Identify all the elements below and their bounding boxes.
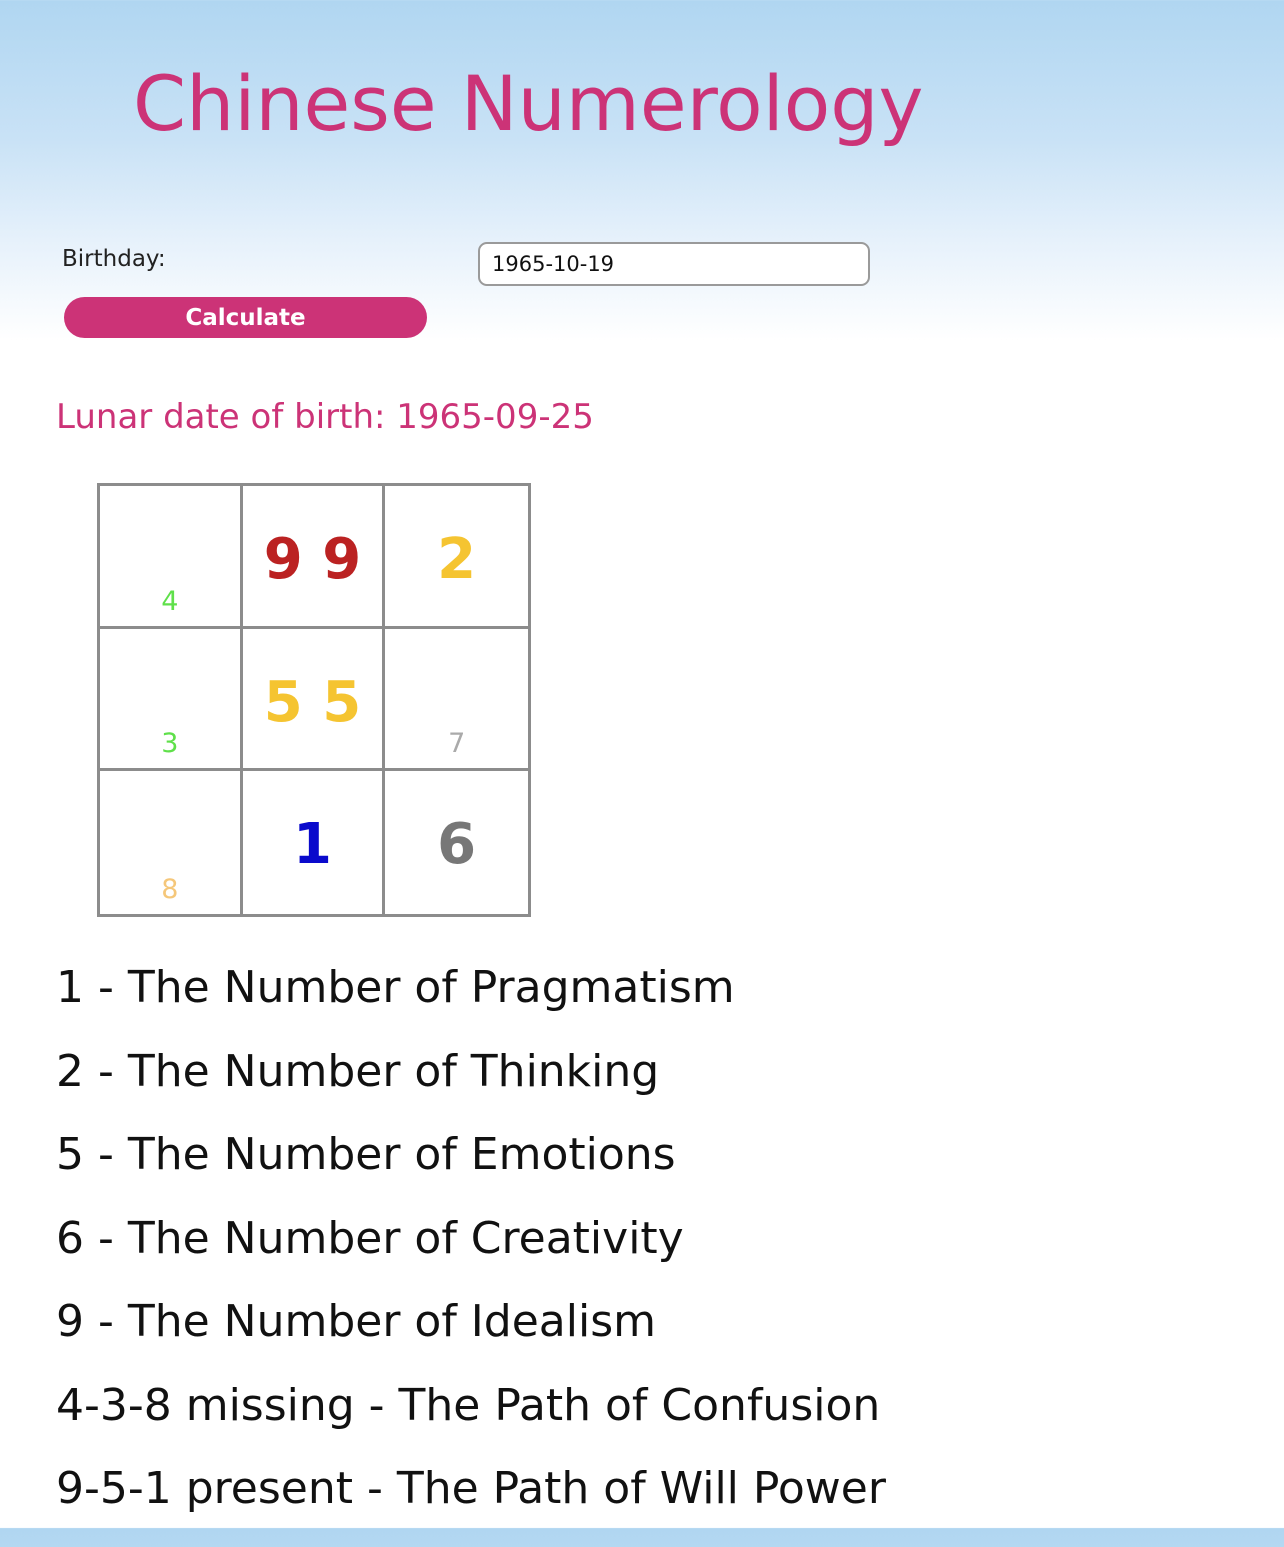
meaning-item: 2 - The Number of Thinking: [56, 1045, 660, 1097]
cell-present-digits: 5 5: [263, 669, 362, 735]
calculate-button[interactable]: Calculate: [64, 297, 427, 338]
page-title: Chinese Numerology: [133, 59, 924, 148]
meaning-item: 9 - The Number of Idealism: [56, 1296, 656, 1347]
cell-present-digits: 2: [437, 527, 477, 592]
birthday-label: Birthday:: [62, 246, 166, 272]
meaning-item: 9-5-1 present - The Path of Will Power: [56, 1463, 886, 1514]
meaning-item: 6 - The Number of Creativity: [56, 1212, 684, 1264]
grid-cell-2: [385, 486, 528, 629]
grid-cell-4: [100, 486, 243, 629]
meaning-item: 1 - The Number of Pragmatism: [56, 962, 735, 1013]
cell-present-digits: 6: [437, 812, 477, 878]
cell-present-digits: 1: [293, 812, 332, 878]
grid-cell-1: [243, 771, 386, 914]
meaning-item: 5 - The Number of Emotions: [56, 1129, 676, 1180]
cell-position-number: 4: [161, 585, 179, 617]
numerology-grid: [97, 483, 531, 917]
cell-position-number: 7: [448, 728, 466, 760]
grid-cell-6: [385, 771, 528, 914]
grid-cell-5: [243, 629, 386, 772]
birthday-input[interactable]: [478, 242, 870, 286]
cell-position-number: 3: [161, 728, 179, 760]
meaning-item: 4-3-8 missing - The Path of Confusion: [56, 1379, 881, 1431]
lunar-date-text: Lunar date of birth: 1965-09-25: [56, 397, 594, 437]
meanings-list: [56, 962, 886, 1547]
grid-cell-9: [243, 486, 386, 629]
grid-cell-8: [100, 771, 243, 914]
cell-present-digits: 9 9: [263, 527, 362, 592]
grid-cell-3: [100, 629, 243, 772]
grid-cell-7: [385, 629, 528, 772]
cell-position-number: 8: [161, 874, 179, 905]
